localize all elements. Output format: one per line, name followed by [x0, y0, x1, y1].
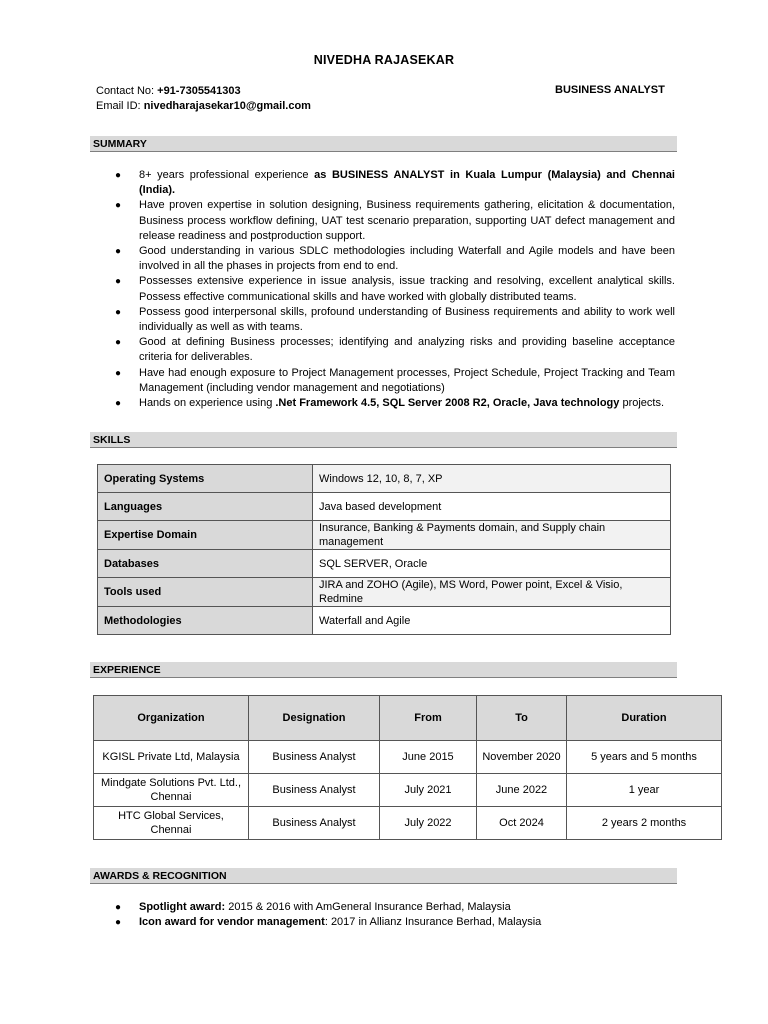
- experience-cell: Business Analyst: [249, 741, 380, 774]
- bullet-icon: ●: [115, 276, 122, 288]
- email-label: Email ID:: [96, 100, 144, 112]
- experience-cell: November 2020: [477, 741, 567, 774]
- experience-cell: Oct 2024: [477, 807, 567, 840]
- bullet-icon: ●: [115, 246, 122, 258]
- contact-block: [96, 84, 311, 114]
- skill-category: Databases: [98, 550, 313, 578]
- experience-column-header: Designation: [249, 696, 380, 741]
- experience-cell: Business Analyst: [249, 774, 380, 807]
- skill-category: Operating Systems: [98, 465, 313, 493]
- skill-category: Methodologies: [98, 607, 313, 635]
- bullet-text: Hands on experience using: [139, 397, 276, 410]
- skills-row: [98, 493, 671, 521]
- experience-row: [94, 774, 722, 807]
- skill-value: Waterfall and Agile: [313, 607, 671, 635]
- bullet-emphasis: as BUSINESS ANALYST in Kuala Lumpur (Malaysia) and Chennai (India).: [139, 169, 675, 197]
- experience-column-header: From: [380, 696, 477, 741]
- experience-cell: Mindgate Solutions Pvt. Ltd., Chennai: [94, 774, 249, 807]
- bullet-icon: ●: [115, 902, 122, 913]
- experience-cell: July 2021: [380, 774, 477, 807]
- bullet-emphasis: .Net Framework 4.5, SQL Server 2008 R2, Oracle, Java technology: [275, 397, 620, 410]
- skills-row: [98, 550, 671, 578]
- bullet-icon: ●: [115, 337, 122, 349]
- experience-row: [94, 807, 722, 840]
- experience-heading: EXPERIENCE: [90, 662, 677, 678]
- candidate-name: NIVEDHA RAJASEKAR: [313, 53, 455, 67]
- skills-row: [98, 521, 671, 550]
- bullet-text: projects.: [619, 397, 665, 410]
- experience-row: [94, 741, 722, 774]
- experience-table: [93, 695, 722, 840]
- email-address: nivedharajasekar10@gmail.com: [143, 100, 311, 112]
- skills-row: [98, 578, 671, 607]
- summary-item: [113, 305, 675, 335]
- bullet-text: Possesses extensive experience in issue analysis, issue tracking and resolving, excellent analytical skills. Possess effective communicational skills and have worked with globally distributed teams.: [139, 275, 675, 303]
- experience-column-header: Duration: [567, 696, 722, 741]
- summary-item: [113, 168, 675, 198]
- skill-value: SQL SERVER, Oracle: [313, 550, 671, 578]
- experience-column-header: To: [477, 696, 567, 741]
- awards-heading: AWARDS & RECOGNITION: [90, 868, 677, 884]
- bullet-icon: ●: [115, 170, 122, 181]
- experience-cell: 2 years 2 months: [567, 807, 722, 840]
- summary-item: [113, 366, 675, 396]
- skills-table: [97, 464, 671, 635]
- bullet-text: Good at defining Business processes; identifying and analyzing risks and providing baseline acceptance criteria for deliverables.: [139, 336, 675, 364]
- bullet-icon: ●: [115, 398, 122, 410]
- bullet-text: Possess good interpersonal skills, profound understanding of Business requirements and ability to work well individually as well as with teams.: [139, 305, 675, 334]
- bullet-text: Have had enough exposure to Project Management processes, Project Schedule, Project Tracking and Team Management (including vendor management and negotiations): [139, 366, 675, 394]
- experience-cell: 5 years and 5 months: [567, 741, 722, 774]
- skill-value: Windows 12, 10, 8, 7, XP: [313, 465, 671, 493]
- experience-cell: June 2015: [380, 741, 477, 774]
- email-line: [96, 99, 311, 114]
- summary-item: [113, 274, 675, 304]
- bullet-icon: ●: [115, 367, 122, 379]
- bullet-text: Good understanding in various SDLC methodologies including Waterfall and Agile models and have been involved in all the phases in projects from end to end.: [139, 245, 675, 273]
- skill-category: Tools used: [98, 578, 313, 607]
- experience-cell: Business Analyst: [249, 807, 380, 840]
- award-item: [113, 915, 675, 930]
- summary-heading: SUMMARY: [90, 136, 677, 152]
- experience-cell: KGISL Private Ltd, Malaysia: [94, 741, 249, 774]
- bullet-text: 2015 & 2016 with AmGeneral Insurance Berhad, Malaysia: [225, 901, 511, 913]
- summary-item: [113, 396, 675, 411]
- contact-number: +91-7305541303: [157, 85, 241, 97]
- skills-row: [98, 607, 671, 635]
- skills-heading: SKILLS: [90, 432, 677, 448]
- summary-item: [113, 244, 675, 274]
- role-title: BUSINESS ANALYST: [555, 84, 665, 96]
- skill-value: JIRA and ZOHO (Agile), MS Word, Power point, Excel & Visio, Redmine: [313, 578, 671, 607]
- skill-value: Java based development: [313, 493, 671, 521]
- contact-label: Contact No:: [96, 85, 158, 97]
- experience-cell: HTC Global Services, Chennai: [94, 807, 249, 840]
- bullet-icon: ●: [115, 917, 122, 929]
- awards-list: [113, 900, 675, 930]
- bullet-emphasis: Spotlight award:: [139, 901, 226, 913]
- bullet-text: 8+ years professional experience: [139, 169, 315, 181]
- summary-item: [113, 335, 675, 365]
- skills-row: [98, 465, 671, 493]
- skill-category: Expertise Domain: [98, 521, 313, 550]
- summary-item: [113, 198, 675, 244]
- experience-column-header: Organization: [94, 696, 249, 741]
- bullet-text: Have proven expertise in solution designing, Business requirements gathering, elicitation & documentation, Business process workflow defining, UAT test scenario preparation, supporting UAT defect management and release readiness and postproduction support.: [139, 199, 675, 242]
- skill-value: Insurance, Banking & Payments domain, and Supply chain management: [313, 521, 671, 550]
- experience-cell: June 2022: [477, 774, 567, 807]
- experience-cell: 1 year: [567, 774, 722, 807]
- summary-list: [113, 168, 675, 411]
- bullet-emphasis: Icon award for vendor management: [139, 916, 325, 929]
- bullet-icon: ●: [115, 306, 122, 318]
- award-item: [113, 900, 675, 915]
- bullet-text: : 2017 in Allianz Insurance Berhad, Malaysia: [324, 916, 542, 929]
- skill-category: Languages: [98, 493, 313, 521]
- bullet-icon: ●: [115, 200, 122, 212]
- experience-cell: July 2022: [380, 807, 477, 840]
- contact-line: [96, 84, 311, 99]
